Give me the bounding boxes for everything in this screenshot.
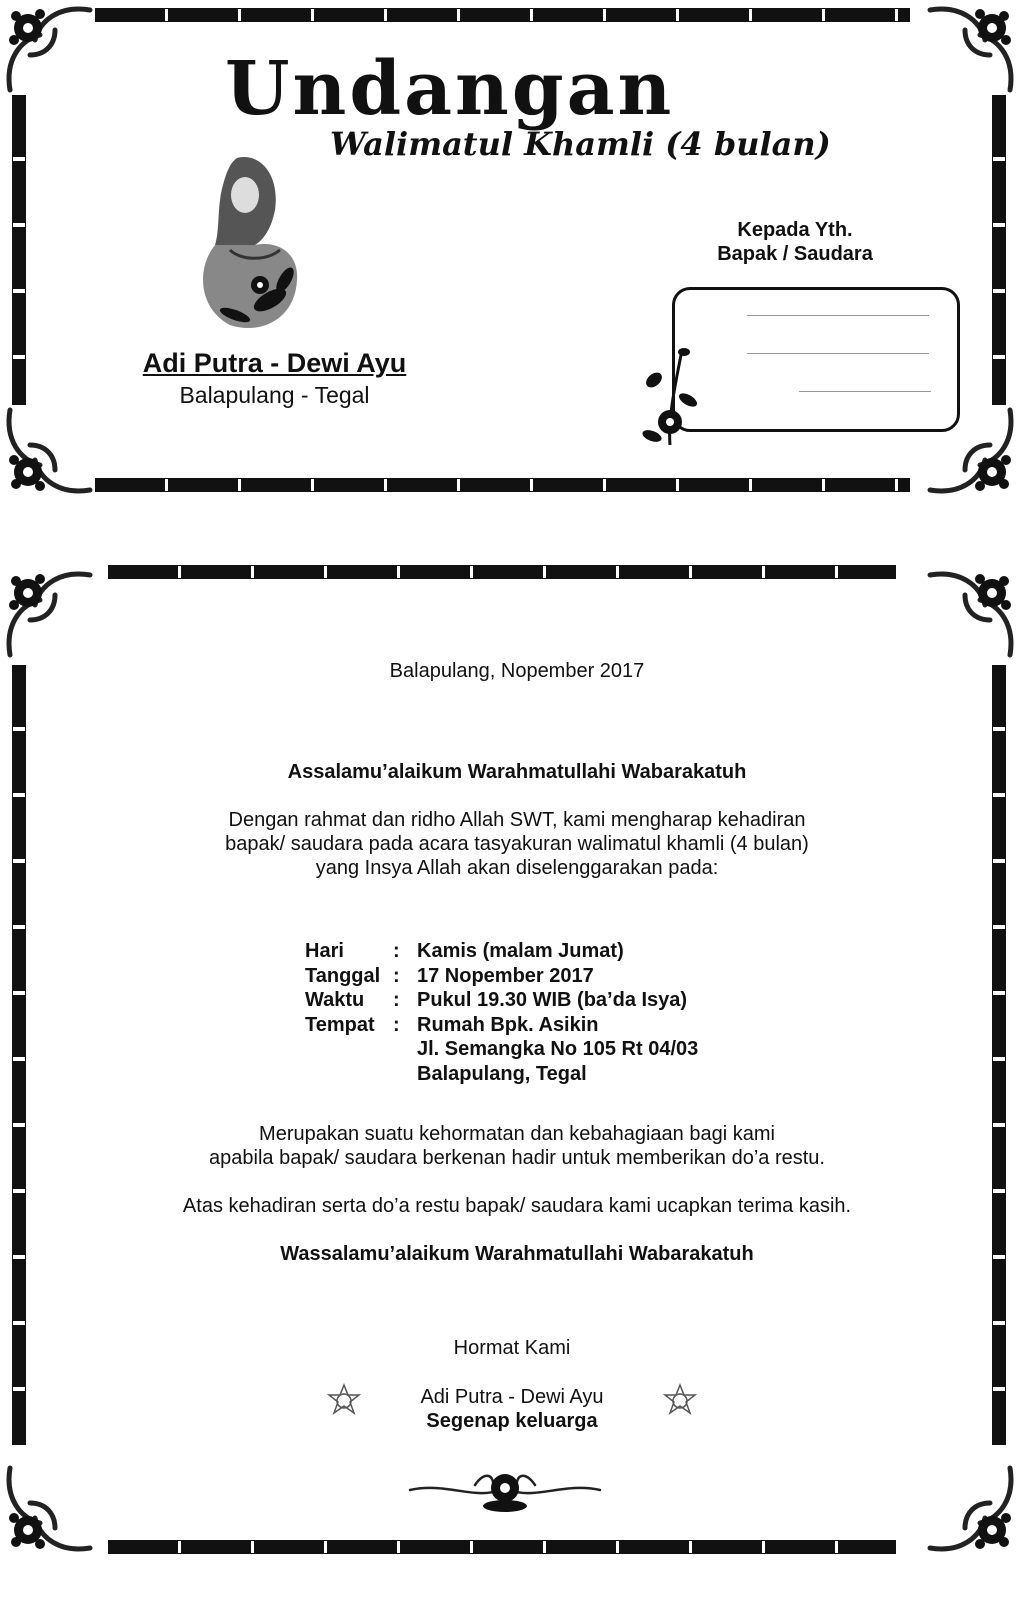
intro-line: Dengan rahmat dan ridho Allah SWT, kami mengharap kehadiran xyxy=(228,809,806,831)
closing-paragraph xyxy=(60,1122,974,1170)
detail-row xyxy=(305,1013,785,1038)
greeting: Assalamu’alaikum Warahmatullahi Wabarakatuh xyxy=(287,761,747,783)
detail-label: Tempat xyxy=(305,1013,375,1036)
closing-line: apabila bapak/ saudara berkenan hadir untuk memberikan do’a restu. xyxy=(209,1147,825,1169)
place-date: Balapulang, Nopember 2017 xyxy=(389,660,645,682)
detail-value: Pukul 19.30 WIB (ba’da Isya) xyxy=(417,989,688,1011)
detail-value: Balapulang, Tegal xyxy=(417,1062,587,1085)
letter-card xyxy=(0,565,1034,1600)
ornament-divider-icon xyxy=(405,1460,605,1520)
top-border xyxy=(95,8,910,22)
detail-value: Kamis (malam Jumat) xyxy=(417,940,624,962)
invitation-title: Undangan xyxy=(225,46,675,132)
detail-row xyxy=(305,939,785,964)
detail-value: Rumah Bpk. Asikin xyxy=(417,1013,599,1036)
detail-colon: : xyxy=(393,989,400,1011)
pregnant-woman-icon xyxy=(175,150,315,335)
invitation-subtitle: Walimatul Khamli (4 bulan) xyxy=(330,125,831,163)
detail-row xyxy=(305,1062,785,1087)
detail-colon: : xyxy=(393,1013,400,1036)
address-line[interactable] xyxy=(747,315,929,316)
signoff: Hormat Kami xyxy=(453,1337,571,1359)
detail-label: Waktu xyxy=(305,989,365,1011)
floral-corner-icon xyxy=(0,0,100,100)
recipient-label-line1: Kepada Yth. xyxy=(737,219,853,241)
floral-corner-icon xyxy=(0,400,100,500)
left-border xyxy=(12,95,26,405)
detail-colon: : xyxy=(393,964,400,987)
floral-corner-icon xyxy=(0,565,100,665)
left-border xyxy=(12,665,26,1445)
couple-place: Balapulang - Tegal xyxy=(179,382,370,408)
detail-value: Jl. Semangka No 105 Rt 04/03 xyxy=(417,1038,699,1060)
detail-label: Hari xyxy=(305,940,344,962)
address-box[interactable] xyxy=(672,287,960,432)
floral-corner-icon xyxy=(920,0,1020,100)
detail-colon xyxy=(393,1062,417,1087)
right-border xyxy=(992,95,1006,405)
star-ornament-icon xyxy=(662,1383,698,1419)
intro-paragraph xyxy=(60,808,974,880)
address-line[interactable] xyxy=(747,353,929,354)
detail-label xyxy=(305,1037,393,1062)
detail-label xyxy=(305,1062,393,1087)
star-ornament-icon xyxy=(326,1383,362,1419)
recipient-label-line2: Bapak / Saudara xyxy=(717,243,873,265)
intro-line: bapak/ saudara pada acara tasyakuran walimatul khamli (4 bulan) xyxy=(225,833,809,855)
detail-row xyxy=(305,988,785,1013)
cover-card xyxy=(0,0,1034,510)
farewell: Wassalamu’alaikum Warahmatullahi Wabarakatuh xyxy=(280,1243,754,1265)
floral-corner-icon xyxy=(920,1458,1020,1558)
floral-corner-icon xyxy=(920,565,1020,665)
recipient-label xyxy=(690,218,900,266)
detail-label: Tanggal xyxy=(305,964,381,987)
couple-name: Adi Putra - Dewi Ayu xyxy=(142,348,407,378)
detail-value: 17 Nopember 2017 xyxy=(417,964,594,987)
floral-corner-icon xyxy=(0,1458,100,1558)
flower-sprig-icon xyxy=(640,340,700,450)
detail-colon: : xyxy=(393,940,400,962)
top-border xyxy=(108,565,896,579)
event-details xyxy=(305,939,785,1086)
thanks-text: Atas kehadiran serta do’a restu bapak/ saudara kami ucapkan terima kasih. xyxy=(182,1195,852,1217)
bottom-border xyxy=(95,478,910,492)
detail-row xyxy=(305,1037,785,1062)
detail-row xyxy=(305,964,785,989)
bottom-border xyxy=(108,1540,896,1554)
intro-line: yang Insya Allah akan diselenggarakan pada: xyxy=(315,857,719,879)
address-line[interactable] xyxy=(799,391,931,392)
sign-family: Segenap keluarga xyxy=(426,1410,598,1432)
right-border xyxy=(992,665,1006,1445)
sign-names: Adi Putra - Dewi Ayu xyxy=(420,1386,604,1408)
detail-colon xyxy=(393,1037,417,1062)
closing-line: Merupakan suatu kehormatan dan kebahagiaan bagi kami xyxy=(259,1123,775,1145)
